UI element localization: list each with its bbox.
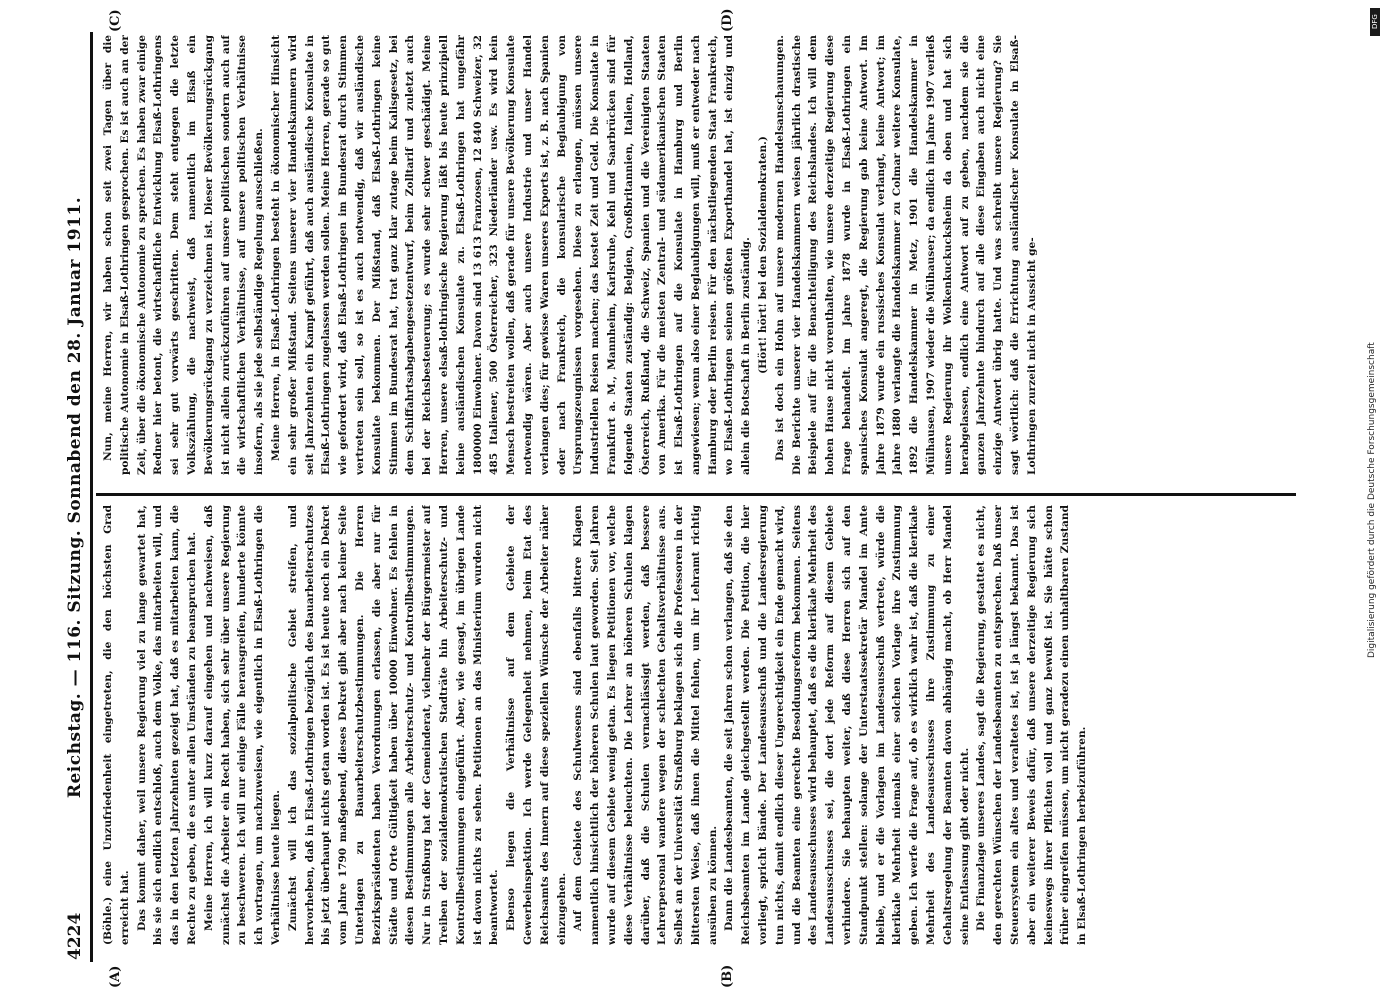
page-number: 4224 [65, 912, 85, 960]
paragraph: Das ist doch ein Hohn auf unsere modernen Handelsanschauungen. Die Berichte unserer vier Handelskammern weisen jährlich drastische Beispiele auf für die Benachteiligung des Reichslandes. Ich will dem hohen Hause nicht vorenthalten, wie unsere derzeitige Regierung diese Frage behandelt. Im Jahre 1878 wurde in Elsaß-Lothringen ein spanisches Konsulat angeregt, die Regierung gab keine Antwort. Im Jahre 1879 wurde ein russisches Konsulat verlangt, keine Antwort; im Jahre 1880 verlangte die Handelskammer zu Colmar weitere Konsulate, 1892 die Handelskammer in Metz, 1901 die Handelskammer in Mülhausen, 1907 wieder die Mülhauser; da endlich im Jahre 1907 verließ unsere Regierung ihr Wolkenkuckucksheim da oben und hat sich herabgelassen, endlich eine Antwort auf zu geben, nachdem sie die ganzen Jahrzehnte hindurch auf alle diese Eingaben auch nicht eine einzige Antwort übrig hatte. Und was schreibt unsere Regierung? Sie sagt wörtlich: daß die Errichtung ausländischer Konsulate in Elsaß-Lothringen zurzeit nicht in Aussicht ge- [773, 35, 1038, 475]
margin-marker-d: (D) [720, 8, 735, 32]
right-text-column [100, 35, 1295, 475]
paragraph: Zunächst will ich das sozialpolitische Gebiet streifen, und hervorheben, daß in Elsaß-Lothringen bezüglich des Bauarbeiterschutzes bis jetzt überhaupt nichts getan worden ist. Es ist heute noch ein Dekret vom Jahre 1790 maßgebend, dieses Dekret gibt aber nach keiner Seite Unterlagen zu Bauarbeiterschutzbestimmungen. Die Herren Bezirkspräsidenten haben Verordnungen erlassen, die aber nur für Städte und Orte Gültigkeit haben über 10000 Einwohner. Es fehlen in diesen Bestimmungen alle Arbeiterschutz- und Kontrollbestimmungen. Nur in Straßburg hat der Gemeinderat, vielmehr der Bürgermeister auf Treiben der sozialdemokratischen Stadträte hin Arbeiterschutz- und Kontrollbestimmungen eingeführt. Aber, wie gesagt, im übrigen Lande ist davon nichts zu sehen. Petitionen an das Ministerium wurden nicht beantwortet. [286, 505, 501, 945]
digitization-footer: Digitalisierung gefördert durch die Deutsche Forschungsgemeinschaft [1367, 342, 1377, 658]
paragraph: Auf dem Gebiete des Schulwesens sind ebenfalls bittere Klagen namentlich hinsichtlich der höheren Schulen laut geworden. Seit Jahren wurde auf diesem Gebiete wenig getan. Es liegen Petitionen vor, welche diese Verhältnisse beleuchten. Die Lehrer an höheren Schulen klagen darüber, daß die Schulen vernachlässigt werden, daß bessere Lehrerpersonal wandere wegen der schlechten Gehaltsverhältnisse aus. Selbst an der Universität Straßburg beklagen sich die Professoren in der bittersten Weise, daß ihnen die Mittel fehlen, um ihr Lehramt richtig ausüben zu können. [572, 505, 719, 945]
paragraph: Dann die Landesbeamten, die seit Jahren schon verlangen, daß sie den Reichsbeamten im Lande gleichgestellt werden. Die Petition, die hier vorliegt, spricht Bände. Der Landesausschuß und die Landesregierung tun nichts, damit endlich dieser Ungerechtigkeit ein Ende gemacht wird, und die Beamten eine gerechte Besoldungsreform bekommen. Seitens des Landesausschusses wird behauptet, daß es die klerikale Mehrheit des Landesausschusses sei, die dort jede Reform auf diesem Gebiete verhindere. Sie behaupten weiter, daß diese Herren sich auf den Standpunkt stellen: solange der Unterstaatssekretär Mandel im Amte bleibe, und er die Vorlagen im Landesausschuß vertrete, würde die klerikale Mehrheit niemals einer solchen Vorlage ihre Zustimmung geben. Ich werfe die Frage auf, ob es wirklich wahr ist, daß die klerikale Mehrheit des Landesausschusses ihre Zustimmung zu einer Gehaltsregelung der Beamten davon abhängig macht, ob Herr Mandel seine Entlassung gibt oder nicht. [723, 505, 971, 945]
paragraph: Ebenso liegen die Verhältnisse auf dem Gebiete der Gewerbeinspektion. Ich werde Gelegenheit nehmen, beim Etat des Reichsamts des Innern auf diese speziellen Wünsche der Arbeiter näher einzugehen. [505, 505, 568, 945]
paragraph: Meine Herren, in Elsaß-Lothringen besteht in ökonomischer Hinsicht ein sehr großer Mißstand. Seitens unserer vier Handelskammern wird seit Jahrzehnten ein Kampf geführt, daß auch ausländische Konsulate in Elsaß-Lothringen zugelassen werden sollen. Meine Herren, gerade so gut wie gefordert wird, daß Elsaß-Lothringen im Bundesrat durch Stimmen vertreten sein soll, so ist es auch notwendig, daß wir ausländische Konsulate bekommen. Der Mißstand, daß Elsaß-Lothringen keine Stimmen im Bundesrat hat, trat ganz klar zutage beim Kalisgesetz, bei dem Schiffahrtsabgabengesetzentwurf, beim Zolltarif und zuletzt auch bei der Reichsbesteuerung; es wurde sehr schwer geschädigt. Meine Herren, unsere elsaß-lothringische Regierung läßt bis heute prinzipiell keine ausländischen Konsulate zu. Elsaß-Lothringen hat ungefähr 1800000 Einwohner. Davon sind 13 613 Franzosen, 12 840 Schweizer, 32 485 Italiener, 500 Österreicher, 323 Niederländer usw. Es wird kein Mensch bestreiten wollen, daß gerade für unsere Bevölkerung Konsulate notwendig wären. Aber auch unsere Industrie und unser Handel verlangen dies; für gewisse Waren unseres Exports ist, z. B. nach Spanien oder nach Frankreich, die konsularische Beglaubigung von Ursprungszeugnissen vorgesehen. Diese zu erlangen, müssen unsere Industriellen Reisen machen; das kostet Zeit und Geld. Die Konsulate in Frankfurt a. M., Mannheim, Karlsruhe, Kehl und Saarbrücken sind für folgende Staaten zuständig: Belgien, Großbritannien, Italien, Holland, Österreich, Rußland, die Schweiz, Spanien und die Vereinigten Staaten von Amerika. Für die meisten Zentral- und südamerikanischen Staaten ist Elsaß-Lothringen auf die Konsulate in Hamburg und Berlin angewiesen; wenn also einer Beglaubigungen will, muß er entweder nach Hamburg oder Berlin reisen. Für den nächstliegenden Staat Frankreich, wo Elsaß-Lothringen seinen größten Exporthandel hat, ist einzig und allein die Botschaft in Berlin zuständig. [269, 35, 753, 475]
page-header-title: Reichstag. — 116. Sitzung. Sonnabend den 28. Januar 1911. [65, 196, 85, 799]
paragraph: Das kommt daher, weil unsere Regierung viel zu lange gewartet hat, bis sie sich endlich entschloß, auch dem Volke, das mitarbeiten will, und das in den letzten Jahrzehnten gezeigt hat, daß es mitarbeiten kann, die Rechte zu geben, die es unter allen Umständen zu beanspruchen hat. [135, 505, 198, 945]
margin-marker-b: (B) [720, 964, 735, 988]
paragraph: Nun, meine Herren, wir haben schon seit zwei Tagen über die politische Autonomie in Elsaß-Lothringen gesprochen. Es ist auch an der Zeit, über die ökonomische Autonomie zu sprechen. Es haben zwar einige Redner hier betont, die wirtschaftliche Entwicklung Elsaß-Lothringens sei sehr gut vorwärts geschritten. Dem steht entgegen die letzte Volkszählung, die nachweist, daß namentlich im Elsaß ein Bevölkerungsrückgang zu verzeichnen ist. Dieser Bevölkerungsrückgang ist nicht allein zurückzuführen auf unsere politischen sondern auch auf die wirtschaftlichen Verhältnisse, auf unsere politischen Verhältnisse insofern, als sie jede selbständige Regelung ausschließen. [102, 35, 266, 475]
margin-marker-a: (A) [108, 965, 123, 988]
paragraph: Meine Herren, ich will kurz darauf eingehen und nachweisen, daß zunächst die Arbeiter ein Recht haben, sich sehr über unsere Regierung zu beschweren. Ich will nur einige Fälle herausgreifen, hunderte könnte ich vortragen, um nachzuweisen, wie eigentlich in Elsaß-Lothringen die Verhältnisse heute liegen. [202, 505, 282, 945]
paragraph: (Böhle.) eine Unzufriedenheit eingetreten, die den höchsten Grad erreicht hat. [102, 505, 131, 945]
left-text-column [100, 505, 1295, 945]
interjection: (Hört! hört! bei den Sozialdemokraten.) [757, 136, 770, 374]
column-divider [96, 493, 1296, 496]
dfg-logo: DFG [1370, 8, 1380, 36]
paragraph: Die Finanzlage unseres Landes, sagt die Regierung, gestattet es nicht, den gerechten Wünschen der Landesbeamten zu entsprechen. Daß unser Steuersystem ein altes und veraltetes ist, ist ja längst bekannt. Das ist aber ein weiterer Beweis dafür, daß unsere derzeitige Regierung sich keineswegs ihrer Pflichten voll und ganz bewußt ist. Sie hätte schon früher eingreifen müssen, um nicht geradezu einen unhaltbaren Zustand in Elsaß-Lothringen herbeizuführen. [975, 505, 1089, 945]
page-header [55, 35, 95, 960]
header-rule [90, 32, 93, 962]
margin-marker-c: (C) [108, 9, 123, 32]
